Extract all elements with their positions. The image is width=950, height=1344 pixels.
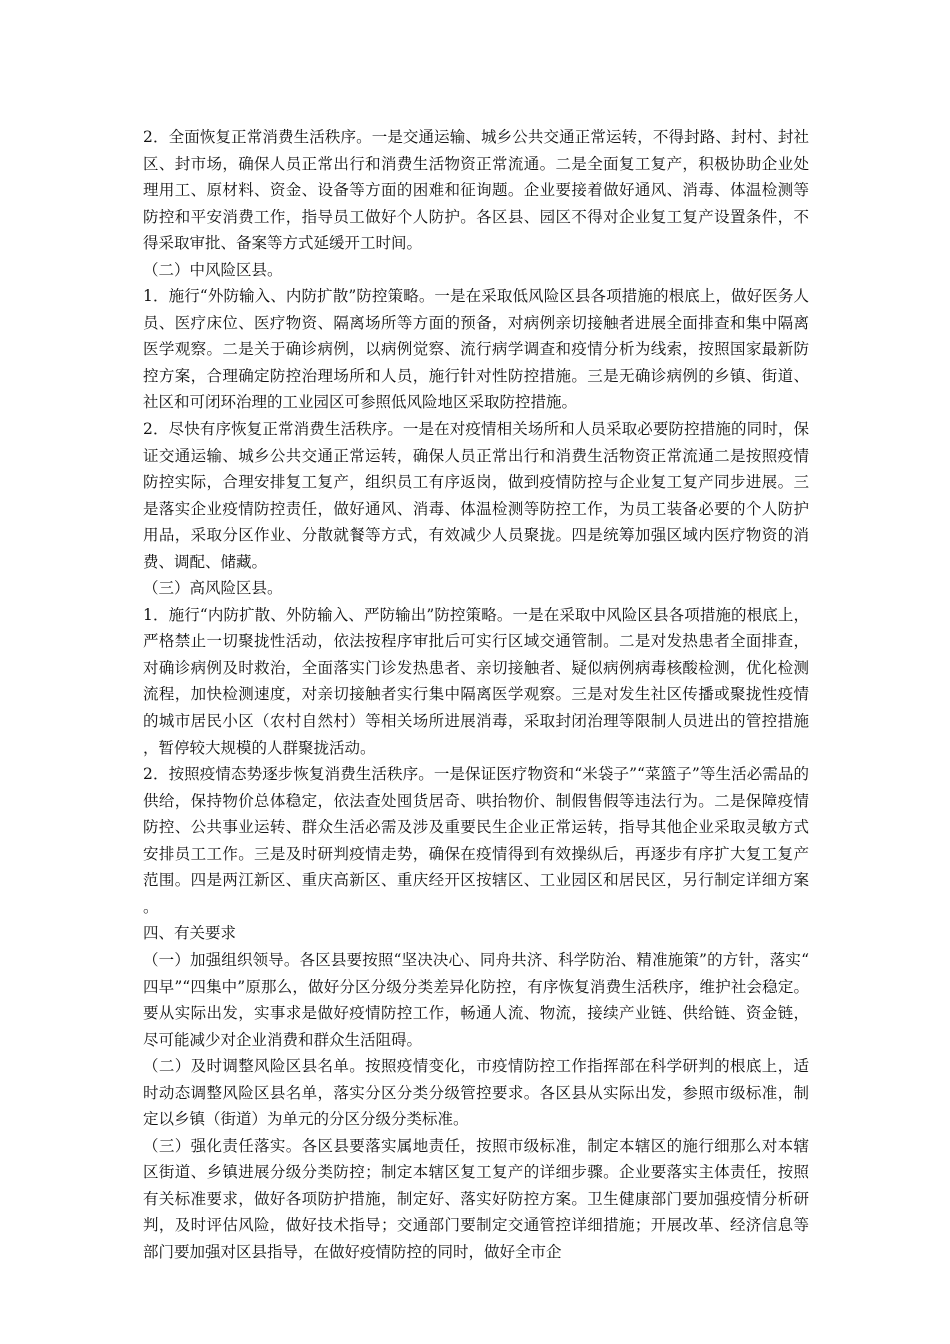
paragraph-high-risk-strategy: 1．施行“内防扩散、外防输入、严防输出”防控策略。一是在采取中风险区县各项措施的根底上，严格禁止一切聚拢性活动，依法按程序审批后可实行区域交通管制。二是对发热患者全面排查，对确诊病例及时救治，全面落实门诊发热患者、亲切接触者、疑似病例病毒核酸检测，优化检测流程，加快检测速度，对亲切接触者实行集中隔离医学观察。三是对发生社区传播或聚拢性疫情的城市居民小区（农村自然村）等相关场所进展消毒，采取封闭治理等限制人员进出的管控措施，暂停较大规模的人群聚拢活动。 [143, 605, 809, 757]
heading-requirements: 四、有关要求 [143, 924, 237, 943]
heading-high-risk-county: （三）高风险区县。 [143, 579, 283, 598]
heading-medium-risk-county: （二）中风险区县。 [143, 260, 283, 279]
paragraph-organizational-leadership: （一）加强组织领导。各区县要按照“坚决决心、同舟共济、科学防治、精准施策”的方针，落实“四早”“四集中”原那么，做好分区分级分类差异化防控，有序恢复消费生活秩序，维护社会稳定。要从实际出发，实事求是做好疫情防控工作，畅通人流、物流，接续产业链、供给链、资金链，尽可能减少对企业消费和群众生活阻碍。 [143, 950, 809, 1049]
paragraph-responsibility: （三）强化责任落实。各区县要落实属地责任，按照市级标准，制定本辖区的施行细那么对本辖区街道、乡镇进展分级分类防控；制定本辖区复工复产的详细步骤。企业要落实主体责任，按照有关标准要求，做好各项防护措施，制定好、落实好防控方案。卫生健康部门要加强疫情分析研判，及时评估风险，做好技术指导；交通部门要制定交通管控详细措施；开展改革、经济信息等部门要加强对区县指导，在做好疫情防控的同时，做好全市企 [143, 1136, 809, 1261]
paragraph-medium-risk-strategy: 1．施行“外防输入、内防扩散”防控策略。一是在采取低风险区县各项措施的根底上，做好医务人员、医疗床位、医疗物资、隔离场所等方面的预备，对病例亲切接触者进展全面排查和集中隔离医学观察。二是关于确诊病例，以病例觉察、流行病学调查和疫情分析为线索，按照国家最新防控方案，合理确定防控治理场所和人员，施行针对性防控措施。三是无确诊病例的乡镇、街道、社区和可闭环治理的工业园区可参照低风险地区采取防控措施。 [143, 287, 809, 412]
paragraph-medium-risk-resume-order: 2．尽快有序恢复正常消费生活秩序。一是在对疫情相关场所和人员采取必要防控措施的同时，保证交通运输、城乡公共交通正常运转，确保人员正常出行和消费生活物资正常流通二是按照疫情防控实际，合理安排复工复产，组织员工有序返岗，做到疫情防控与企业复工复产同步进展。三是落实企业疫情防控责任，做好通风、消毒、体温检测等防控工作，为员工装备必要的个人防护用品，采取分区作业、分散就餐等方式，有效减少人员聚拢。四是统筹加强区域内医疗物资的消费、调配、储藏。 [143, 420, 809, 571]
paragraph-high-risk-resume-order: 2．按照疫情态势逐步恢复消费生活秩序。一是保证医疗物资和“米袋子”“菜篮子”等生活必需品的供给，保持物价总体稳定，依法查处囤货居奇、哄抬物价、制假售假等违法行为。二是保障疫情防控、公共事业运转、群众生活必需及涉及重要民生企业正常运转，指导其他企业采取灵敏方式安排员工工作。三是及时研判疫情走势，确保在疫情得到有效操纵后，再逐步有序扩大复工复产范围。四是两江新区、重庆高新区、重庆经开区按辖区、工业园区和居民区，另行制定详细方案。 [143, 765, 809, 916]
paragraph-adjust-risk-list: （二）及时调整风险区县名单。按照疫情变化，市疫情防控工作指挥部在科学研判的根底上，适时动态调整风险区县名单，落实分区分类分级管控要求。各区县从实际出发，参照市级标准，制定以乡镇（街道）为单元的分区分级分类标准。 [143, 1057, 809, 1129]
paragraph-resume-order-low-risk: 2．全面恢复正常消费生活秩序。一是交通运输、城乡公共交通正常运转，不得封路、封村、封社区、封市场，确保人员正常出行和消费生活物资正常流通。二是全面复工复产，积极协助企业处理用工、原材料、资金、设备等方面的困难和征询题。企业要接着做好通风、消毒、体温检测等防控和平安消费工作，指导员工做好个人防护。各区县、园区不得对企业复工复产设置条件，不得采取审批、备案等方式延缓开工时间。 [143, 128, 809, 253]
document-body [143, 124, 809, 1266]
